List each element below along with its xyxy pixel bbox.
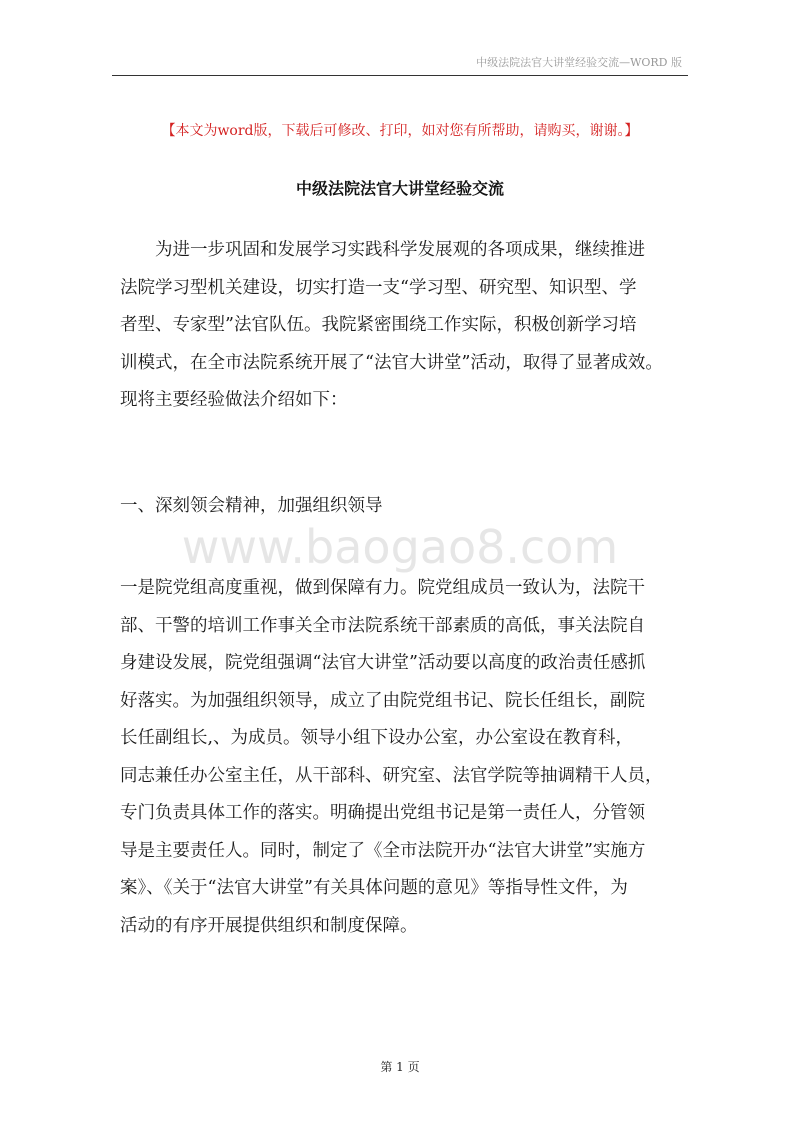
- header-divider: [112, 75, 688, 76]
- paragraph-line: 案》、《关于“法官大讲堂”有关具体问题的意见》等指导性文件，为: [120, 878, 628, 898]
- paragraph-line: 为进一步巩固和发展学习实践科学发展观的各项成果，继续推进: [120, 240, 645, 260]
- download-notice: 【本文为word版，下载后可修改、打印，如对您有所帮助，请购买，谢谢。】: [161, 123, 639, 139]
- paragraph-line: 专门负责具体工作的落实。明确提出党组书记是第一责任人，分管领: [120, 803, 645, 823]
- document-title: 中级法院法官大讲堂经验交流: [295, 179, 504, 198]
- section-paragraph: [120, 570, 682, 945]
- page-number: 第 1 页: [380, 1060, 420, 1074]
- paragraph-line: 一是院党组高度重视，做到保障有力。院党组成员一致认为，法院干: [120, 578, 645, 598]
- paragraph-line: 好落实。为加强组织领导，成立了由院党组书记、院长任组长，副院: [120, 690, 645, 711]
- watermark: www.baogao8.com: [181, 520, 619, 574]
- paragraph-line: 身建设发展，院党组强调“法官大讲堂”活动要以高度的政治责任感抓: [120, 653, 646, 673]
- intro-paragraph: [120, 232, 682, 420]
- section-heading-text: 一、深刻领会精神，加强组织领导: [120, 496, 383, 516]
- paragraph-line: 同志兼任办公室主任，从干部科、研究室、法官学院等抽调精干人员，: [120, 765, 663, 786]
- paragraph-line: 部、干警的培训工作事关全市法院系统干部素质的高低，事关法院自: [120, 615, 645, 636]
- paragraph-line: 导是主要责任人。同时，制定了《全市法院开办“法官大讲堂”实施方: [120, 840, 646, 861]
- paragraph-line: 法院学习型机关建设，切实打造一支“学习型、研究型、知识型、学: [120, 277, 637, 298]
- paragraph-line: 者型、专家型”法官队伍。我院紧密围绕工作实际，积极创新学习培: [120, 315, 637, 335]
- paragraph-line: 长任副组长,、为成员。领导小组下设办公室，办公室设在教育科，: [120, 728, 634, 748]
- paragraph-line: 现将主要经验做法介绍如下：: [120, 390, 348, 410]
- paragraph-line: 训模式，在全市法院系统开展了“法官大讲堂”活动，取得了显著成效。: [120, 352, 663, 373]
- paragraph-line: 活动的有序开展提供组织和制度保障。: [120, 915, 418, 936]
- running-header: 中级法院法官大讲堂经验交流—WORD 版: [476, 56, 682, 69]
